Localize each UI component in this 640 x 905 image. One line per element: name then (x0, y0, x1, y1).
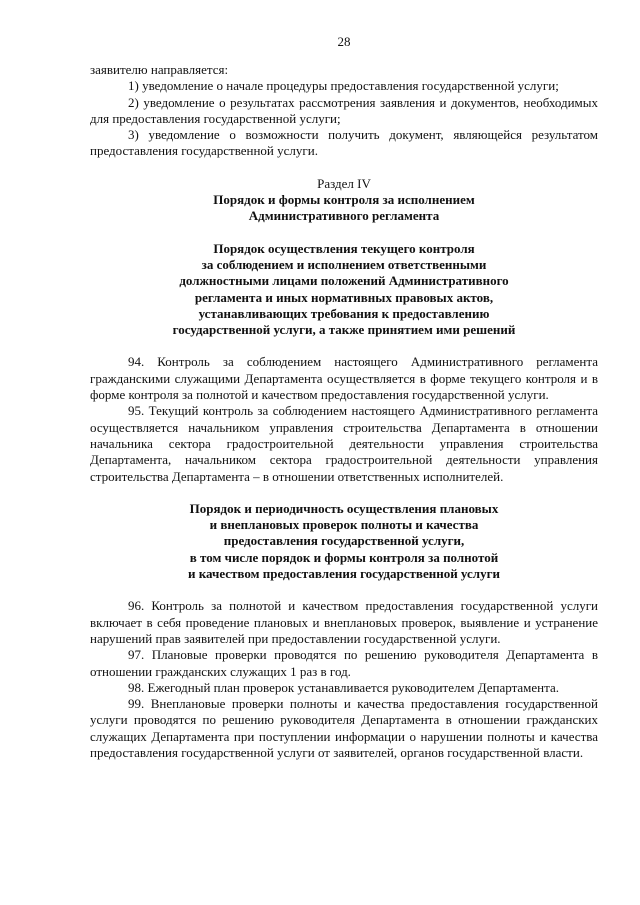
paragraph-96: 96. Контроль за полнотой и качеством предоставления государственной услуги включает в себя проведение плановых и внеплановых проверок, выявление и устранение нарушений прав заявителей при предоставлении государственной услуги. (90, 598, 598, 646)
subsection-title-line: за соблюдением и исполнением ответственными (201, 256, 487, 272)
intro-item: 2) уведомление о результатах рассмотрения заявления и документов, необходимых для предоставления государственной услуги; (90, 94, 598, 126)
spacer (90, 485, 598, 501)
section-title-line: Административного регламента (248, 208, 440, 224)
subsection-title-line: государственной услуги, а также принятием ими решений (172, 322, 516, 338)
subsection-title-line: и качеством предоставления государственной услуги (188, 566, 500, 582)
subsection-title-line: Порядок осуществления текущего контроля (213, 240, 475, 256)
subsection-title-line: предоставления государственной услуги, (223, 533, 465, 549)
subsection-title-line: и внеплановых проверок полноты и качества (209, 517, 479, 533)
spacer (90, 160, 598, 176)
section-title-line: Порядок и формы контроля за исполнением (213, 192, 475, 208)
document-body (90, 62, 598, 761)
spacer (90, 225, 598, 241)
paragraph-94: 94. Контроль за соблюдением настоящего Административного регламента гражданскими служащими Департамента осуществляется в форме текущего контроля и в форме контроля за полнотой и качеством предоставления государственной услуги. (90, 354, 598, 403)
paragraph-98: 98. Ежегодный план проверок устанавливается руководителем Департамента. (128, 679, 559, 695)
subsection-title-line: должностными лицами положений Административного (179, 273, 509, 289)
subsection-title-line: регламента и иных нормативных правовых актов, (194, 289, 494, 305)
spacer (90, 338, 598, 354)
paragraph-99: 99. Внеплановые проверки полноты и качества предоставления государственной услуги проводятся по решению руководителя Департамента в отношении гражданских служащих Департамента при поступлении информации о нарушении полноты и качества предоставления государственной услуги от заявителей, органов государственной власти. (90, 696, 598, 760)
subsection-title-line: устанавливающих требования к предоставлению (198, 305, 490, 321)
paragraph-97: 97. Плановые проверки проводятся по решению руководителя Департамента в отношении гражданских служащих 1 раз в год. (90, 647, 598, 679)
intro-item: 3) уведомление о возможности получить документ, являющейся результатом предоставления государственной услуги. (90, 127, 598, 159)
section-label: Раздел IV (317, 175, 371, 191)
subsection-title-line: в том числе порядок и формы контроля за полнотой (189, 549, 499, 565)
spacer (90, 582, 598, 598)
paragraph-95: 95. Текущий контроль за соблюдением настоящего Административного регламента осуществляется начальником управления строительства Департамента в отношении начальника сектора градостроительной деятельности управления строительства Департамента, начальником сектора градостроительной деятельности управления строительства Департамента – в отношении ответственных исполнителей. (90, 403, 598, 484)
intro-item: 1) уведомление о начале процедуры предоставления государственной услуги; (128, 78, 559, 94)
page-number: 28 (337, 34, 351, 49)
intro-lead: заявителю направляется: (90, 62, 229, 77)
subsection-title-line: Порядок и периодичность осуществления плановых (189, 500, 499, 516)
